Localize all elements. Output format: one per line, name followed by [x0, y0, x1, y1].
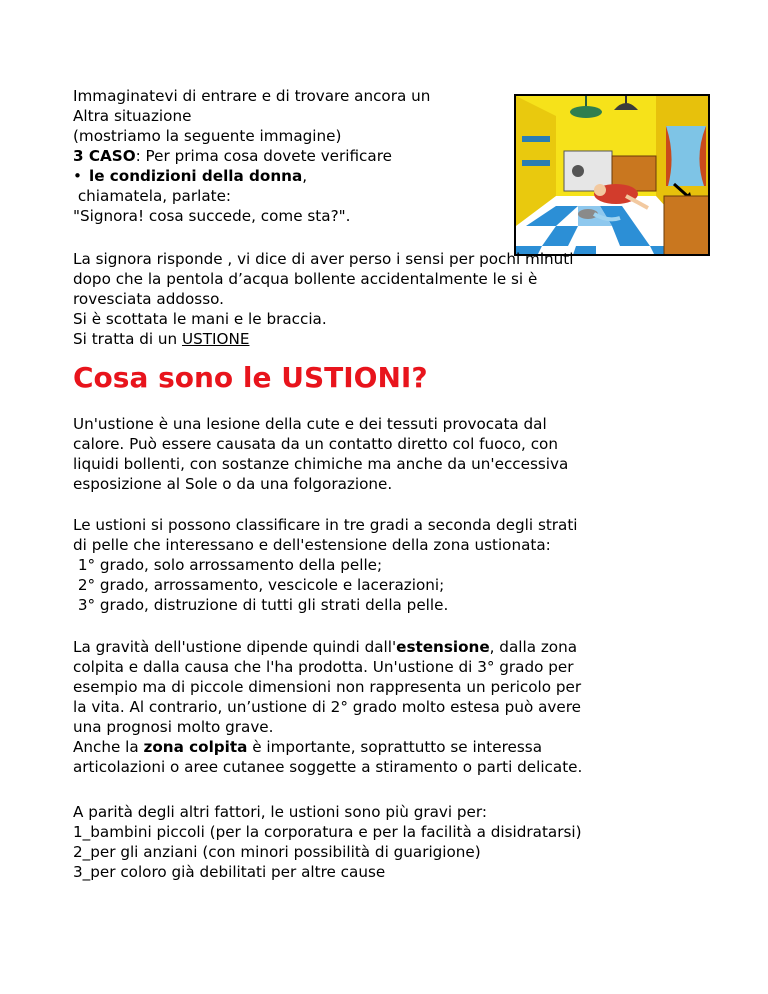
- kitchen-illustration: [514, 94, 710, 256]
- severity-line-6-prefix: Anche la: [73, 738, 144, 756]
- intro-block: [73, 86, 513, 226]
- severity-bold-estensione: estensione: [396, 638, 490, 656]
- intro-line-7: "Signora! cosa succede, come sta?".: [73, 207, 351, 225]
- bullet-tail: ,: [302, 167, 308, 185]
- severity-line-7: articolazioni o aree cutanee soggette a stiramento o parti delicate.: [73, 758, 583, 776]
- story-line-4: Si è scottata le mani e le braccia.: [73, 310, 327, 328]
- intro-line-2: Altra situazione: [73, 107, 192, 125]
- case-line: [73, 146, 513, 166]
- factor-item: 3_per coloro già debilitati per altre cause: [73, 863, 386, 881]
- factor-item: 1_bambini piccoli (per la corporatura e per la facilità a disidratarsi): [73, 823, 582, 841]
- definition-line-2: calore. Può essere causata da un contatto diretto col fuoco, con: [73, 435, 558, 453]
- section-heading: Cosa sono le USTIONI?: [73, 361, 428, 394]
- case-text: : Per prima cosa dovete verificare: [135, 147, 392, 165]
- severity-paragraph: [73, 637, 582, 777]
- intro-line-3: (mostriamo la seguente immagine): [73, 127, 342, 145]
- bullet-bold-text: le condizioni della donna: [89, 167, 303, 185]
- classification-line-2: di pelle che interessano e dell'estensione della zona ustionata:: [73, 536, 551, 554]
- factor-item: 2_per gli anziani (con minori possibilità di guarigione): [73, 843, 481, 861]
- intro-line-6: chiamatela, parlate:: [73, 187, 232, 205]
- factors-paragraph: [73, 802, 582, 882]
- case-label: 3 CASO: [73, 147, 136, 165]
- bullet-line: [73, 166, 513, 186]
- bullet-icon: •: [73, 167, 82, 185]
- grade-item: 3° grado, distruzione di tutti gli strati della pelle.: [73, 596, 449, 614]
- definition-line-3: liquidi bollenti, con sostanze chimiche ma anche da un'eccessiva: [73, 455, 569, 473]
- story-line-5-prefix: Si tratta di un: [73, 330, 183, 348]
- severity-line-6: [73, 737, 582, 757]
- definition-paragraph: [73, 414, 568, 494]
- factors-intro: A parità degli altri fattori, le ustioni sono più gravi per:: [73, 803, 487, 821]
- definition-line-4: esposizione al Sole o da una folgorazione.: [73, 475, 393, 493]
- story-block: [73, 249, 573, 349]
- severity-bold-zona-colpita: zona colpita: [143, 738, 248, 756]
- severity-line-2: colpita e dalla causa che l'ha prodotta. Un'ustione di 3° grado per: [73, 658, 574, 676]
- severity-line-1: [73, 637, 582, 657]
- grade-item: 2° grado, arrossamento, vescicole e lacerazioni;: [73, 576, 445, 594]
- severity-line-1-suffix: , dalla zona: [489, 638, 578, 656]
- severity-line-4: la vita. Al contrario, un’ustione di 2° grado molto estesa può avere: [73, 698, 581, 716]
- intro-line-1: Immaginatevi di entrare e di trovare ancora un: [73, 87, 431, 105]
- severity-line-6-suffix: è importante, soprattutto se interessa: [247, 738, 542, 756]
- classification-line-1: Le ustioni si possono classificare in tre gradi a seconda degli strati: [73, 516, 578, 534]
- story-line-2: dopo che la pentola d’acqua bollente accidentalmente le si è: [73, 270, 538, 288]
- severity-line-5: una prognosi molto grave.: [73, 718, 274, 736]
- ustione-link[interactable]: USTIONE: [182, 330, 250, 348]
- definition-line-1: Un'ustione è una lesione della cute e dei tessuti provocata dal: [73, 415, 547, 433]
- kitchen-scene-image: [516, 96, 710, 256]
- severity-line-1-prefix: La gravità dell'ustione dipende quindi dall': [73, 638, 397, 656]
- story-line-1: La signora risponde , vi dice di aver perso i sensi per pochi minuti: [73, 250, 574, 268]
- story-line-3: rovesciata addosso.: [73, 290, 224, 308]
- severity-line-3: esempio ma di piccole dimensioni non rappresenta un pericolo per: [73, 678, 582, 696]
- story-line-5: [73, 329, 573, 349]
- classification-paragraph: [73, 515, 578, 615]
- grade-item: 1° grado, solo arrossamento della pelle;: [73, 556, 383, 574]
